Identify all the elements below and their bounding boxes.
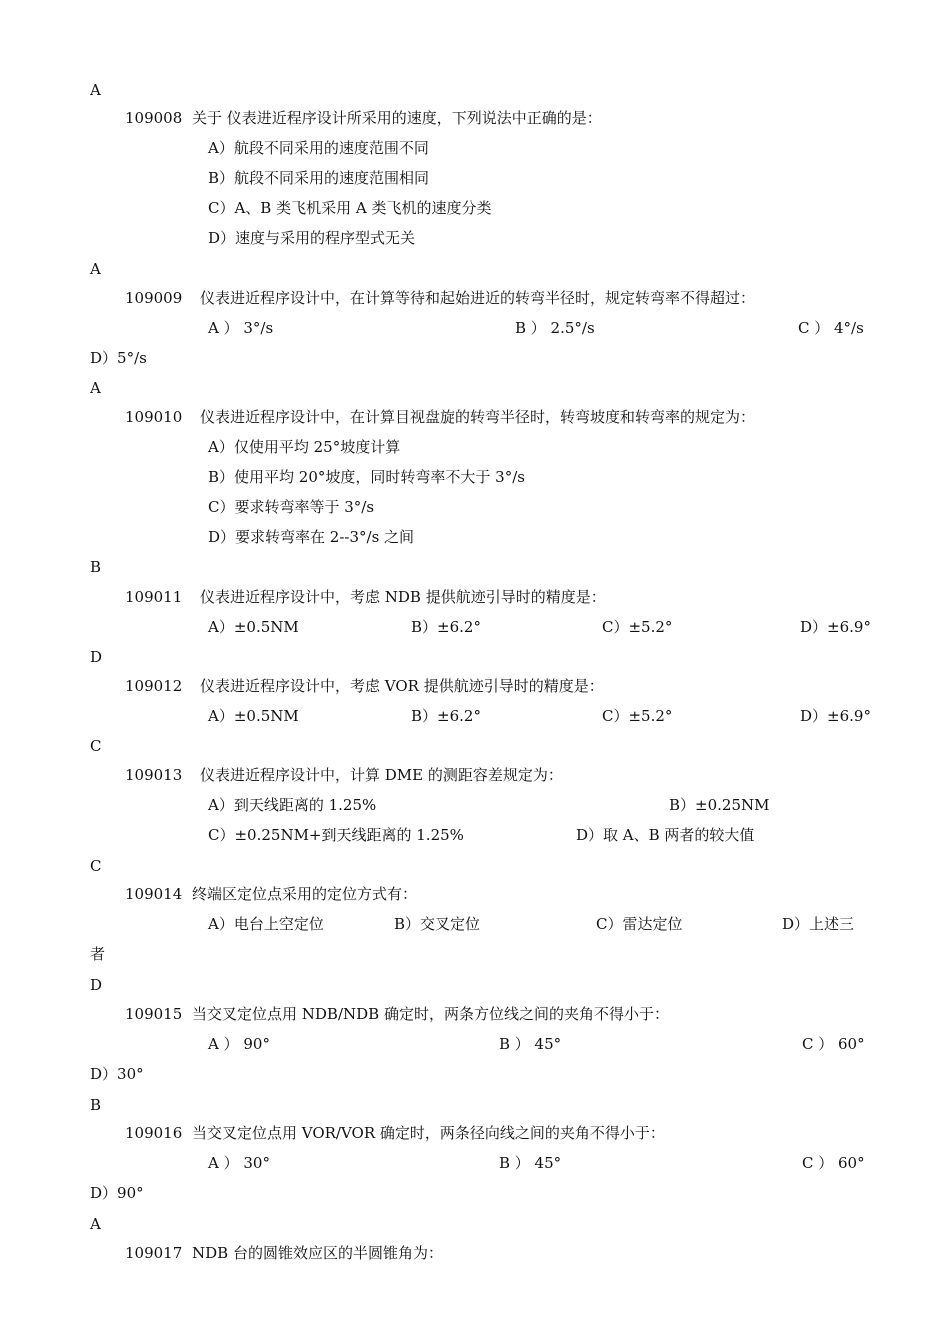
option-b: B）交叉定位 <box>394 915 481 933</box>
option-a: A ） 3°/s <box>208 319 274 337</box>
option-b: B ） 2.5°/s <box>515 319 595 337</box>
question-id: 109010 <box>125 408 183 426</box>
option-d: D）±6.9° <box>800 618 871 636</box>
option-c: C ） 4°/s <box>798 319 864 337</box>
option-c: C ） 60° <box>802 1035 865 1053</box>
answer-key: D <box>90 648 103 666</box>
question-text: 仪表进近程序设计中，计算 DME 的测距容差规定为： <box>200 766 563 784</box>
answer-key: A <box>90 260 101 278</box>
option-a: A ） 30° <box>208 1154 270 1172</box>
question-text: 当交叉定位点用 NDB/NDB 确定时，两条方位线之间的夹角不得小于： <box>192 1005 669 1023</box>
answer-key: B <box>90 558 102 576</box>
option-b: B ） 45° <box>499 1035 562 1053</box>
answer-key: B <box>90 1096 102 1114</box>
question-id: 109011 <box>125 588 183 606</box>
answer-key: A <box>90 81 101 99</box>
question-id: 109014 <box>125 885 183 903</box>
question-text: 当交叉定位点用 VOR/VOR 确定时，两条径向线之间的夹角不得小于： <box>192 1124 665 1142</box>
question-text: NDB 台的圆锥效应区的半圆锥角为： <box>192 1244 443 1262</box>
option-b: B）使用平均 20°坡度，同时转弯率不大于 3°/s <box>208 468 525 486</box>
option-d-continued: 者 <box>90 945 106 963</box>
option-d: D）30° <box>90 1065 144 1083</box>
question-text: 终端区定位点采用的定位方式有： <box>192 885 418 903</box>
option-c: C）要求转弯率等于 3°/s <box>208 498 375 516</box>
question-id: 109013 <box>125 766 183 784</box>
option-d: D）5°/s <box>90 349 147 367</box>
option-b: B）航段不同采用的速度范围相同 <box>208 169 430 187</box>
option-c: C）雷达定位 <box>596 915 683 933</box>
question-text: 仪表进近程序设计中，考虑 VOR 提供航迹引导时的精度是： <box>200 677 604 695</box>
question-id: 109017 <box>125 1244 183 1262</box>
option-b: B ） 45° <box>499 1154 562 1172</box>
option-a: A）航段不同采用的速度范围不同 <box>208 139 429 157</box>
option-a: A）到天线距离的 1.25% <box>208 796 377 814</box>
option-a: A）电台上空定位 <box>208 915 324 933</box>
question-text: 仪表进近程序设计中，在计算等待和起始进近的转弯半径时，规定转弯率不得超过： <box>200 289 756 307</box>
option-d: D）取 A、B 两者的较大值 <box>576 826 755 844</box>
option-d: D）90° <box>90 1184 144 1202</box>
option-c: C）±5.2° <box>602 618 673 636</box>
option-d: D）要求转弯率在 2--3°/s 之间 <box>208 528 415 546</box>
option-b: B）±0.25NM <box>669 796 770 814</box>
option-d: D）±6.9° <box>800 707 871 725</box>
option-a: A）仅使用平均 25°坡度计算 <box>208 438 401 456</box>
question-id: 109012 <box>125 677 183 695</box>
answer-key: A <box>90 379 101 397</box>
option-b: B）±6.2° <box>411 707 481 725</box>
option-c: C）±5.2° <box>602 707 673 725</box>
question-text: 仪表进近程序设计中，考虑 NDB 提供航迹引导时的精度是： <box>200 588 606 606</box>
question-id: 109009 <box>125 289 183 307</box>
option-a: A ） 90° <box>208 1035 270 1053</box>
option-b: B）±6.2° <box>411 618 481 636</box>
question-id: 109016 <box>125 1124 183 1142</box>
answer-key: C <box>90 857 102 875</box>
question-text: 仪表进近程序设计中，在计算目视盘旋的转弯半径时，转弯坡度和转弯率的规定为： <box>200 408 756 426</box>
option-d: D）速度与采用的程序型式无关 <box>208 229 416 247</box>
answer-key: C <box>90 737 102 755</box>
option-a: A）±0.5NM <box>208 707 299 725</box>
answer-key: A <box>90 1215 101 1233</box>
option-c: C）±0.25NM+到天线距离的 1.25% <box>208 826 464 844</box>
option-d: D）上述三 <box>782 915 855 933</box>
question-text: 关于 仪表进近程序设计所采用的速度，下列说法中正确的是： <box>192 109 602 127</box>
question-id: 109015 <box>125 1005 183 1023</box>
option-c: C）A、B 类飞机采用 A 类飞机的速度分类 <box>208 199 492 217</box>
question-id: 109008 <box>125 109 183 127</box>
option-c: C ） 60° <box>802 1154 865 1172</box>
option-a: A）±0.5NM <box>208 618 299 636</box>
answer-key: D <box>90 976 103 994</box>
